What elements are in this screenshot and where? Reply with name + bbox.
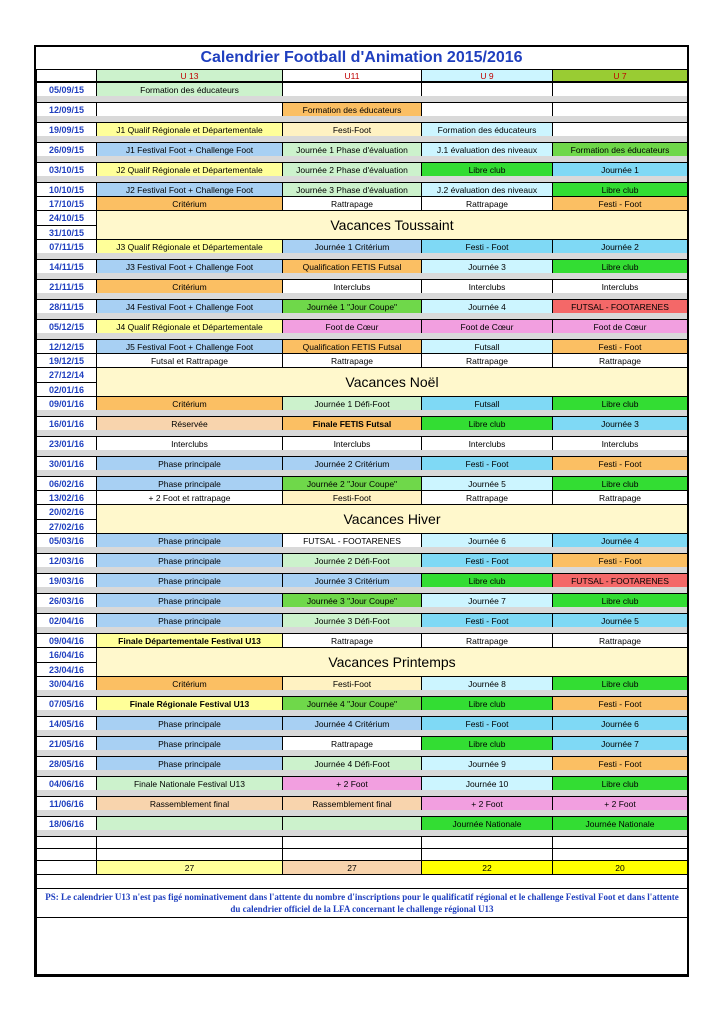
- schedule-cell: Finale Nationale Festival U13: [96, 776, 283, 791]
- date-cell: 09/01/16: [36, 396, 97, 411]
- schedule-cell: Foot de Cœur: [552, 319, 688, 334]
- schedule-cell: Journée 3 Critérium: [282, 573, 422, 588]
- schedule-cell: [552, 122, 688, 137]
- schedule-cell: Libre club: [552, 776, 688, 791]
- schedule-cell: J4 Festival Foot + Challenge Foot: [96, 299, 283, 314]
- schedule-cell: J2 Festival Foot + Challenge Foot: [96, 182, 283, 197]
- schedule-cell: Journée 5: [552, 613, 688, 628]
- schedule-cell: FUTSAL - FOOTARENES: [552, 573, 688, 588]
- schedule-cell: Phase principale: [96, 456, 283, 471]
- date-cell: 03/10/15: [36, 162, 97, 177]
- schedule-cell: Interclubs: [421, 436, 553, 451]
- schedule-cell: Foot de Cœur: [282, 319, 422, 334]
- date-cell: 26/03/16: [36, 593, 97, 608]
- schedule-cell: Journée 8: [421, 676, 553, 691]
- date-cell: 07/05/16: [36, 696, 97, 711]
- schedule-cell: Finale Départementale Festival U13: [96, 633, 283, 648]
- schedule-cell: Journée 2 Défi-Foot: [282, 553, 422, 568]
- date-cell: 14/11/15: [36, 259, 97, 274]
- date-cell: 14/05/16: [36, 716, 97, 731]
- schedule-cell: Critérium: [96, 676, 283, 691]
- schedule-cell: Futsall: [421, 339, 553, 354]
- schedule-cell: Journée 3 "Jour Coupe": [282, 593, 422, 608]
- schedule-cell: Journée 3: [552, 416, 688, 431]
- date-cell: 19/12/15: [36, 353, 97, 368]
- schedule-cell: Réservée: [96, 416, 283, 431]
- schedule-cell: Festi - Foot: [552, 196, 688, 211]
- page-title: Calendrier Football d'Animation 2015/2016: [36, 47, 687, 70]
- date-cell: 09/04/16: [36, 633, 97, 648]
- total-count: 27: [96, 860, 283, 875]
- schedule-cell: Journée Nationale: [552, 816, 688, 831]
- schedule-cell: Rassemblement final: [96, 796, 283, 811]
- date-cell: 04/06/16: [36, 776, 97, 791]
- schedule-cell: Phase principale: [96, 533, 283, 548]
- schedule-cell: Rattrapage: [282, 736, 422, 751]
- total-count: 22: [421, 860, 553, 875]
- schedule-cell: Rattrapage: [282, 196, 422, 211]
- schedule-cell: Journée 3 Phase d'évaluation: [282, 182, 422, 197]
- schedule-cell: Journée 7: [421, 593, 553, 608]
- schedule-cell: Festi - Foot: [552, 756, 688, 771]
- schedule-cell: + 2 Foot: [552, 796, 688, 811]
- schedule-cell: Journée 5: [421, 476, 553, 491]
- schedule-cell: Journée 1: [552, 162, 688, 177]
- date-cell: 21/05/16: [36, 736, 97, 751]
- date-cell: 18/06/16: [36, 816, 97, 831]
- schedule-cell: Interclubs: [282, 279, 422, 294]
- column-header-3: U 9: [421, 69, 553, 82]
- date-cell: 11/06/16: [36, 796, 97, 811]
- date-cell: 26/09/15: [36, 142, 97, 157]
- schedule-cell: Journée 10: [421, 776, 553, 791]
- date-cell: 13/02/16: [36, 490, 97, 505]
- schedule-cell: Festi - Foot: [552, 553, 688, 568]
- date-cell: 02/01/16: [36, 382, 97, 397]
- totals-label-cell: [36, 860, 97, 875]
- schedule-cell: [96, 816, 283, 831]
- schedule-cell: Futsall: [421, 396, 553, 411]
- date-cell: 23/01/16: [36, 436, 97, 451]
- date-cell: 12/09/15: [36, 102, 97, 117]
- schedule-cell: Festi - Foot: [421, 553, 553, 568]
- schedule-cell: Rattrapage: [282, 353, 422, 368]
- schedule-cell: Phase principale: [96, 716, 283, 731]
- schedule-cell: + 2 Foot: [282, 776, 422, 791]
- schedule-cell: Festi - Foot: [552, 339, 688, 354]
- date-cell: 30/04/16: [36, 676, 97, 691]
- schedule-cell: [282, 816, 422, 831]
- total-count: 27: [282, 860, 422, 875]
- schedule-cell: Festi - Foot: [552, 696, 688, 711]
- date-cell: 24/10/15: [36, 210, 97, 226]
- schedule-cell: Phase principale: [96, 573, 283, 588]
- schedule-cell: Journée 2: [552, 239, 688, 254]
- bottom-spacer: [36, 917, 688, 975]
- date-cell: 06/02/16: [36, 476, 97, 491]
- footnote: PS: Le calendrier U13 n'est pas figé nominativement dans l'attente du nombre d'inscriptions pour le qualificatif régional et le challenge Festival Foot et dans l'attente du calendrier officiel de la LFA concernant le challenge régional U13: [36, 888, 688, 918]
- schedule-cell: J.1 évaluation des niveaux: [421, 142, 553, 157]
- date-cell: 07/11/15: [36, 239, 97, 254]
- schedule-cell: [96, 102, 283, 117]
- date-cell: 05/12/15: [36, 319, 97, 334]
- schedule-cell: J3 Festival Foot + Challenge Foot: [96, 259, 283, 274]
- schedule-cell: Formation des éducateurs: [421, 122, 553, 137]
- schedule-cell: Journée 4: [552, 533, 688, 548]
- schedule-cell: J.2 évaluation des niveaux: [421, 182, 553, 197]
- vacation-banner: Vacances Printemps: [96, 647, 688, 677]
- date-cell: 23/04/16: [36, 662, 97, 677]
- schedule-cell: Journée 4 Défi-Foot: [282, 756, 422, 771]
- schedule-cell: Interclubs: [96, 436, 283, 451]
- schedule-cell: [421, 102, 553, 117]
- vacation-banner: Vacances Hiver: [96, 504, 688, 534]
- schedule-cell: Rattrapage: [421, 196, 553, 211]
- schedule-cell: Rattrapage: [282, 633, 422, 648]
- date-cell: 20/02/16: [36, 504, 97, 520]
- date-cell: 17/10/15: [36, 196, 97, 211]
- schedule-cell: J1 Festival Foot + Challenge Foot: [96, 142, 283, 157]
- date-cell: 02/04/16: [36, 613, 97, 628]
- schedule-cell: Libre club: [421, 573, 553, 588]
- date-cell: 10/10/15: [36, 182, 97, 197]
- column-header-2: U11: [282, 69, 422, 82]
- date-cell: 19/09/15: [36, 122, 97, 137]
- calendar-sheet: [34, 45, 689, 977]
- schedule-cell: Festi-Foot: [282, 122, 422, 137]
- schedule-cell: Qualification FETIS Futsal: [282, 259, 422, 274]
- date-cell: 27/12/14: [36, 367, 97, 383]
- schedule-cell: Rattrapage: [552, 353, 688, 368]
- schedule-cell: Phase principale: [96, 613, 283, 628]
- schedule-cell: Journée 9: [421, 756, 553, 771]
- schedule-cell: Libre club: [552, 396, 688, 411]
- schedule-cell: J1 Qualif Régionale et Départementale: [96, 122, 283, 137]
- schedule-cell: + 2 Foot: [421, 796, 553, 811]
- schedule-cell: J3 Qualif Régionale et Départementale: [96, 239, 283, 254]
- schedule-cell: Rassemblement final: [282, 796, 422, 811]
- schedule-cell: Formation des éducateurs: [552, 142, 688, 157]
- schedule-cell: Interclubs: [552, 436, 688, 451]
- schedule-cell: Rattrapage: [552, 490, 688, 505]
- column-header-1: U 13: [96, 69, 283, 82]
- schedule-cell: Journée 3: [421, 259, 553, 274]
- schedule-cell: Festi - Foot: [421, 456, 553, 471]
- date-cell: 05/09/15: [36, 82, 97, 97]
- schedule-cell: Festi - Foot: [421, 239, 553, 254]
- schedule-cell: Journée 6: [421, 533, 553, 548]
- schedule-cell: Journée 4 Critérium: [282, 716, 422, 731]
- schedule-cell: Libre club: [552, 593, 688, 608]
- schedule-cell: Journée 1 Critérium: [282, 239, 422, 254]
- schedule-cell: Festi - Foot: [421, 613, 553, 628]
- date-cell: 12/12/15: [36, 339, 97, 354]
- schedule-cell: Qualification FETIS Futsal: [282, 339, 422, 354]
- schedule-cell: J4 Qualif Régionale et Départementale: [96, 319, 283, 334]
- schedule-cell: Libre club: [552, 259, 688, 274]
- date-cell: 12/03/16: [36, 553, 97, 568]
- schedule-cell: + 2 Foot et rattrapage: [96, 490, 283, 505]
- schedule-cell: [421, 82, 553, 97]
- schedule-cell: Critérium: [96, 279, 283, 294]
- schedule-cell: [282, 82, 422, 97]
- schedule-cell: Journée 1 Défi-Foot: [282, 396, 422, 411]
- schedule-cell: FUTSAL - FOOTARENES: [552, 299, 688, 314]
- schedule-cell: Journée 7: [552, 736, 688, 751]
- schedule-cell: J2 Qualif Régionale et Départementale: [96, 162, 283, 177]
- date-cell: 31/10/15: [36, 225, 97, 240]
- schedule-cell: Phase principale: [96, 593, 283, 608]
- schedule-cell: Rattrapage: [552, 633, 688, 648]
- schedule-cell: Journée 2 Critérium: [282, 456, 422, 471]
- date-cell: 30/01/16: [36, 456, 97, 471]
- column-header-4: U 7: [552, 69, 688, 82]
- schedule-cell: Phase principale: [96, 476, 283, 491]
- schedule-cell: Phase principale: [96, 736, 283, 751]
- schedule-cell: Interclubs: [421, 279, 553, 294]
- schedule-cell: Libre club: [552, 676, 688, 691]
- schedule-cell: Journée 4 "Jour Coupe": [282, 696, 422, 711]
- schedule-cell: Finale FETIS Futsal: [282, 416, 422, 431]
- schedule-cell: Festi - Foot: [421, 716, 553, 731]
- schedule-cell: Foot de Cœur: [421, 319, 553, 334]
- schedule-cell: Libre club: [552, 182, 688, 197]
- schedule-cell: Festi-Foot: [282, 490, 422, 505]
- schedule-cell: Rattrapage: [421, 633, 553, 648]
- schedule-cell: Interclubs: [552, 279, 688, 294]
- schedule-cell: Critérium: [96, 196, 283, 211]
- schedule-cell: FUTSAL - FOOTARENES: [282, 533, 422, 548]
- schedule-cell: Phase principale: [96, 756, 283, 771]
- date-cell: 27/02/16: [36, 519, 97, 534]
- vacation-banner: Vacances Noël: [96, 367, 688, 397]
- schedule-cell: Journée 3 Défi-Foot: [282, 613, 422, 628]
- schedule-cell: Journée 2 "Jour Coupe": [282, 476, 422, 491]
- date-cell: 05/03/16: [36, 533, 97, 548]
- schedule-cell: Journée 2 Phase d'évaluation: [282, 162, 422, 177]
- schedule-cell: Finale Régionale Festival U13: [96, 696, 283, 711]
- schedule-cell: Journée 1 Phase d'évaluation: [282, 142, 422, 157]
- schedule-cell: [552, 102, 688, 117]
- vacation-banner: Vacances Toussaint: [96, 210, 688, 240]
- schedule-cell: Festi - Foot: [552, 456, 688, 471]
- schedule-cell: Rattrapage: [421, 353, 553, 368]
- schedule-cell: Phase principale: [96, 553, 283, 568]
- total-count: 20: [552, 860, 688, 875]
- spacer-row: [36, 874, 688, 889]
- header-date-cell: [36, 69, 97, 82]
- schedule-cell: Critérium: [96, 396, 283, 411]
- date-cell: 28/05/16: [36, 756, 97, 771]
- date-cell: 19/03/16: [36, 573, 97, 588]
- schedule-cell: Libre club: [421, 416, 553, 431]
- schedule-cell: Journée 6: [552, 716, 688, 731]
- schedule-cell: Journée Nationale: [421, 816, 553, 831]
- date-cell: 16/04/16: [36, 647, 97, 663]
- schedule-cell: Futsal et Rattrapage: [96, 353, 283, 368]
- schedule-cell: [552, 82, 688, 97]
- schedule-cell: Libre club: [421, 696, 553, 711]
- date-cell: 16/01/16: [36, 416, 97, 431]
- schedule-cell: Libre club: [421, 736, 553, 751]
- schedule-cell: Journée 4: [421, 299, 553, 314]
- schedule-cell: Libre club: [421, 162, 553, 177]
- schedule-cell: Libre club: [552, 476, 688, 491]
- schedule-cell: Interclubs: [282, 436, 422, 451]
- schedule-cell: Journée 1 "Jour Coupe": [282, 299, 422, 314]
- date-cell: 21/11/15: [36, 279, 97, 294]
- schedule-cell: Rattrapage: [421, 490, 553, 505]
- schedule-cell: Festi-Foot: [282, 676, 422, 691]
- date-cell: 28/11/15: [36, 299, 97, 314]
- schedule-cell: Formation des éducateurs: [282, 102, 422, 117]
- schedule-cell: Formation des éducateurs: [96, 82, 283, 97]
- schedule-cell: J5 Festival Foot + Challenge Foot: [96, 339, 283, 354]
